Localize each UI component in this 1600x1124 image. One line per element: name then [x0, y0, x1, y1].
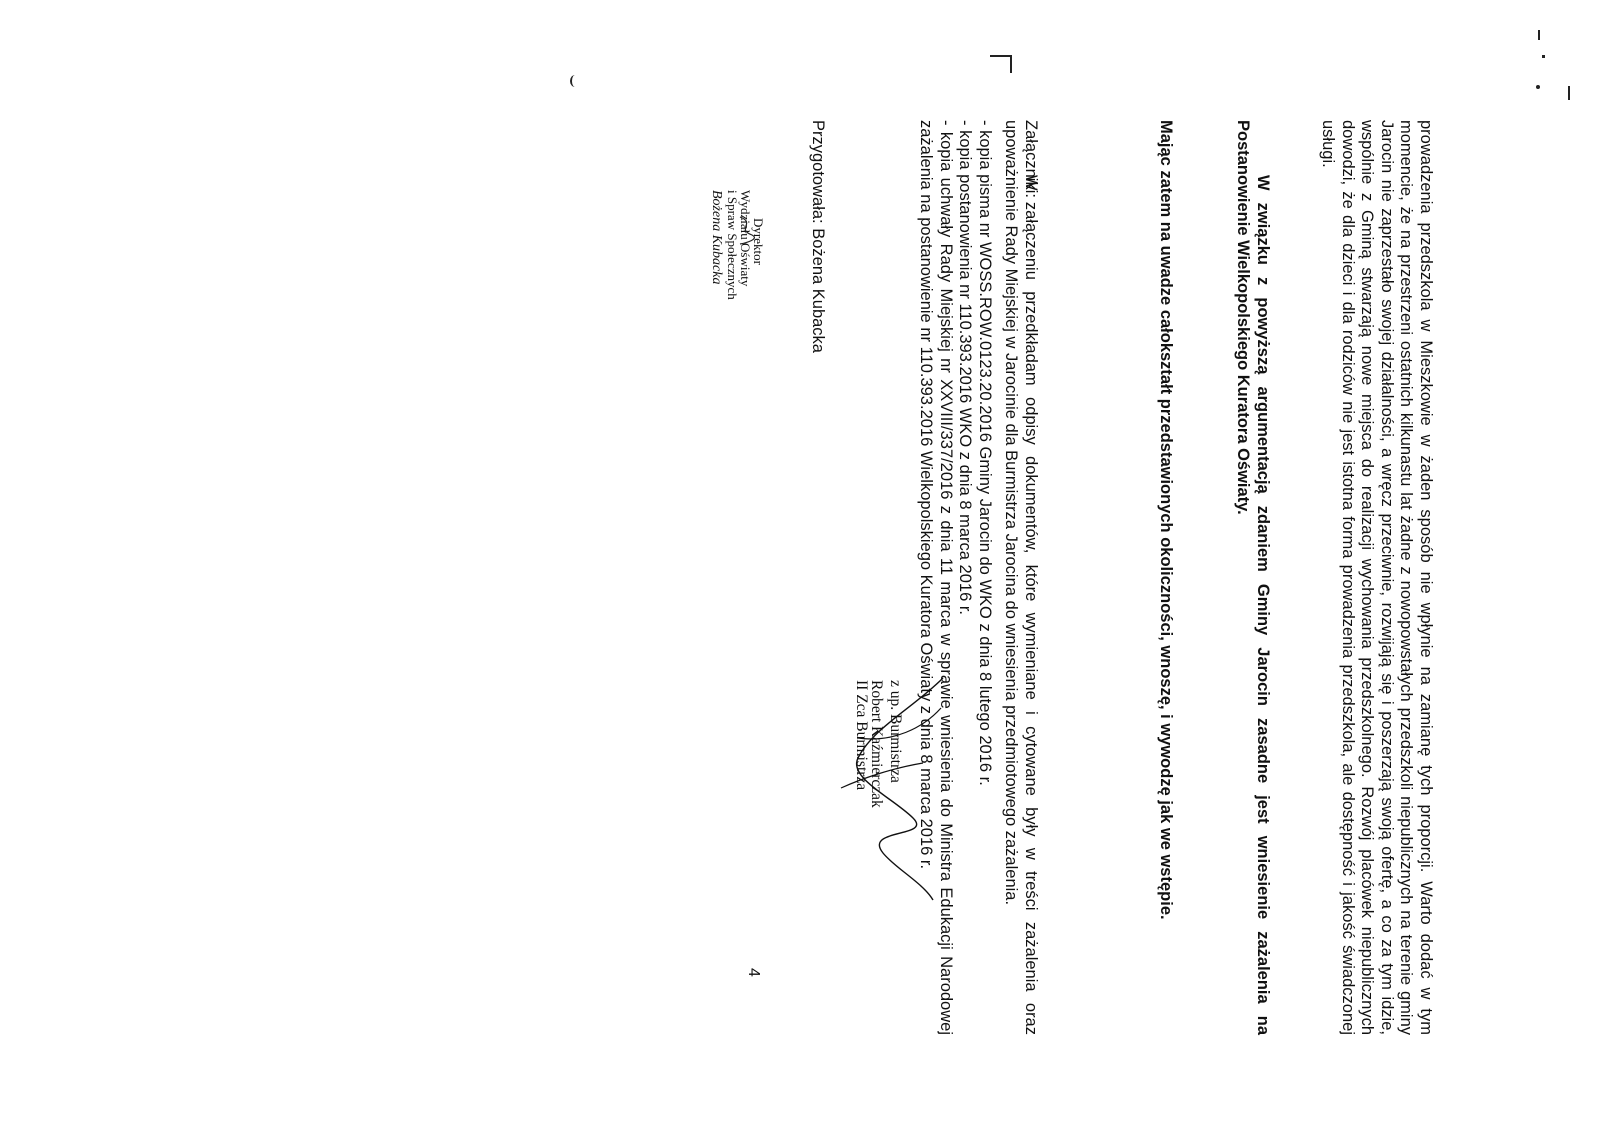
- stamp-department: Wydziału Oświaty: [738, 190, 753, 287]
- scan-mark: [1010, 55, 1012, 73]
- signature-line-on-behalf: z up. Burmistrza: [887, 680, 904, 783]
- signature-line-name: Robert Kaźmierczak: [868, 680, 885, 808]
- scan-mark: [1536, 85, 1540, 89]
- scan-mark: [990, 55, 1012, 57]
- prepared-by-line: Przygotowała: Bożena Kubacka: [809, 120, 827, 353]
- scan-mark: [1542, 55, 1545, 58]
- page-number: 4: [745, 968, 762, 977]
- attachments-intro-paragraph: W załączeniu przedkładam odpisy dokumentów, które wymieniane i cytowane były w treści zażalenia oraz upoważnienie Rady Miejskiej w Jarocinie dla Burmistrza Jarocina do wniesienia przedmiotowego zażalenia.: [1002, 120, 1040, 1035]
- attachment-item: - kopia uchwały Rady Miejskiej nr XXVIII/337/2016 z dnia 11 marca w sprawie wniesienia do Ministra Edukacji Narodowej zażalenia na postanowienie nr 110.393.2016 Wielkopolskiego Kuratora Oświaty z dnia 8 marca 2016 r.: [917, 120, 955, 1035]
- stamp-title: Dyrektor: [751, 218, 766, 265]
- stamp-department-2: i Spraw Społecznych: [725, 190, 740, 300]
- attachments-heading: Załączniki:: [1022, 120, 1040, 198]
- scan-mark: [1538, 30, 1540, 40]
- intro-paragraph: prowadzenia przedszkola w Mieszkowie w żaden sposób nie wpłynie na zamianę tych proporcji. Warto dodać w tym momencie, że na przestrzeni ostatnich kilkunastu lat żadne z nowopowstałych przedszkoli niepublicznych na terenie gminy Jarocin nie zaprzestało swojej działalności, a wręcz przeciwnie, rozwijają się i poszerzają swoją ofertę, a co za tym idzie, wspólnie z Gminą stwarzają nowe miejsca do realizacji wychowania przedszkolnego. Rozwój placówek niepublicznych dowodzi, że dla dzieci i dla rodziców nie jest istotna forma prowadzenia przedszkola, ale dostępność i jakość świadczonej usługi.: [1319, 120, 1435, 1035]
- scan-mark: [570, 75, 580, 87]
- signature-line-title: II Zca Burmistrza: [853, 680, 870, 791]
- stamp-signature-icon: [734, 215, 760, 245]
- attachment-item: - kopia postanowienia nr 110.393.2016 WKO z dnia 8 marca 2016 r.: [956, 120, 975, 615]
- request-paragraph: Mając zatem na uwadze całokształt przedstawionych okoliczności, wnoszę, i wywodzę jak we wstępie.: [1157, 120, 1175, 920]
- attachment-item: - kopia pisma nr WOSS.ROW.0123.20.2016 Gminy Jarocin do WKO z dnia 8 lutego 2016 r.: [976, 120, 994, 786]
- scan-mark: [1568, 86, 1570, 100]
- conclusion-paragraph: W związku z powyższą argumentacją zdaniem Gminy Jarocin zasadne jest wniesienie zażalenia na Postanowienie Wielkopolskiego Kuratora Oświaty.: [1234, 120, 1272, 1035]
- stamp-signature-name: Bożena Kubacka: [709, 190, 724, 285]
